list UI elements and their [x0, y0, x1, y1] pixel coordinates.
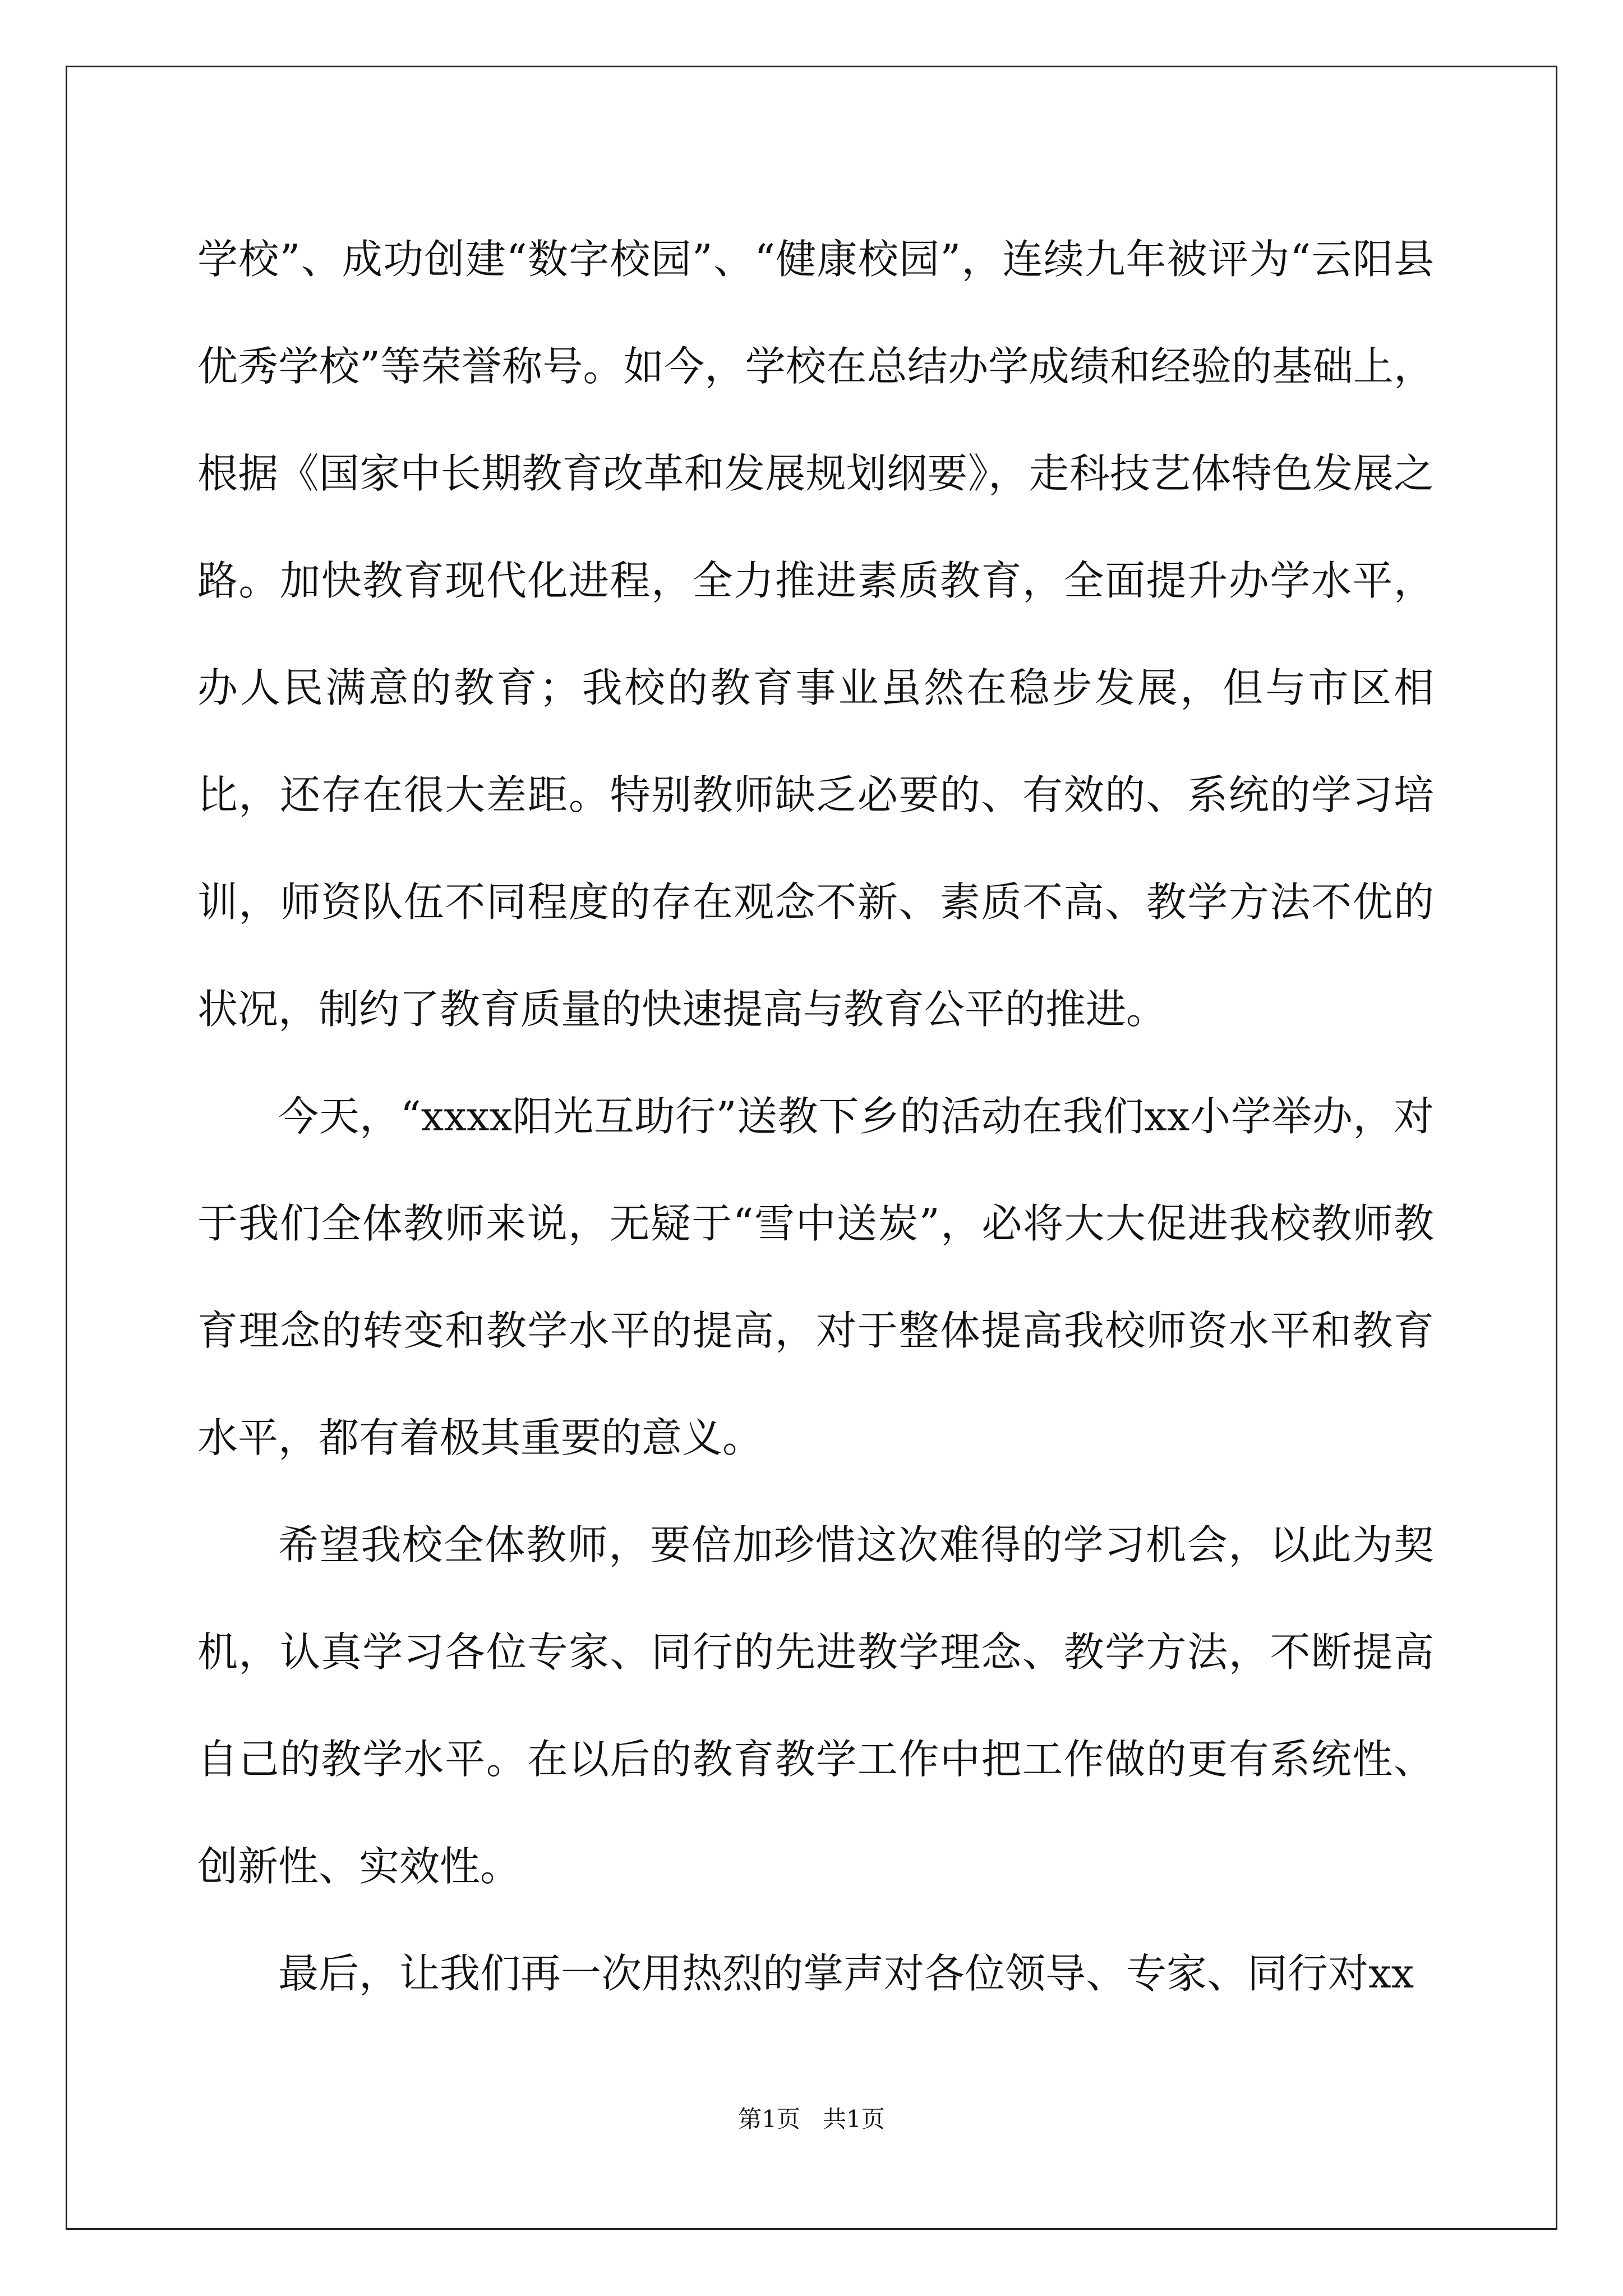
page-total: 共1页	[823, 2105, 885, 2133]
page-number: 第1页	[738, 2105, 800, 2133]
page-footer	[0, 2102, 1623, 2136]
paragraph-2: 今天，“xxxx阳光互助行”送教下乡的活动在我们xx小学举办，对于我们全体教师来说，无疑于“雪中送炭”，必将大大促进我校教师教育理念的转变和教学水平的提高，对于整体提高我校师资水平和教育水平，都有着极其重要的意义。	[197, 1093, 1434, 1461]
paragraph-1: 学校”、成功创建“数字校园”、“健康校园”，连续九年被评为“云阳县优秀学校”等荣誉称号。如今，学校在总结办学成绩和经验的基础上，根据《国家中长期教育改革和发展规划纲要》，走科技艺体特色发展之路。加快教育现代化进程，全力推进素质教育，全面提升办学水平，办人民满意的教育；我校的教育事业虽然在稳步发展，但与市区相比，还存在很大差距。特别教师缺乏必要的、有效的、系统的学习培训，师资队伍不同程度的存在观念不新、素质不高、教学方法不优的状况，制约了教育质量的快速提高与教育公平的推进。	[197, 236, 1434, 1033]
document-body	[197, 206, 1434, 2027]
footer-spacer	[800, 2105, 823, 2133]
paragraph-3: 希望我校全体教师，要倍加珍惜这次难得的学习机会，以此为契机，认真学习各位专家、同行的先进教学理念、教学方法，不断提高自己的教学水平。在以后的教育教学工作中把工作做的更有系统性、创新性、实效性。	[197, 1521, 1434, 1890]
paragraph-4: 最后，让我们再一次用热烈的掌声对各位领导、专家、同行对xx	[278, 1950, 1414, 1997]
